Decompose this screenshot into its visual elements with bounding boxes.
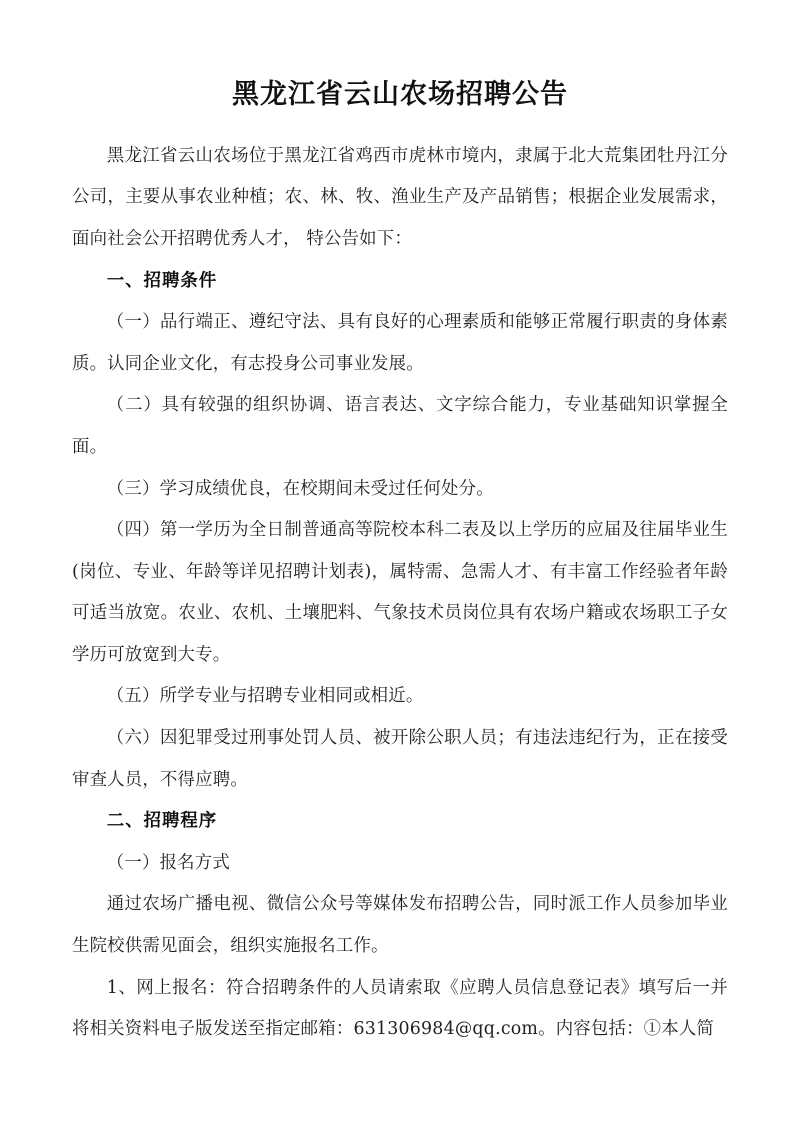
procedure-body-1: 通过农场广播电视、微信公众号等媒体发布招聘公告，同时派工作人员参加毕业生院校供需见面会，组织实施报名工作。 — [72, 894, 728, 957]
intro-paragraph: 黑龙江省云山农场位于黑龙江省鸡西市虎林市境内，隶属于北大荒集团牡丹江分公司，主要从事农业种植；农、林、牧、渔业生产及产品销售；根据企业发展需求，面向社会公开招聘优秀人才， 特公告如下： — [72, 145, 728, 249]
condition-item-3: （三）学习成绩优良，在校期间未受过任何处分。 — [106, 478, 494, 499]
condition-item-1: （一）品行端正、遵纪守法、具有良好的心理素质和能够正常履行职责的身体素质。认同企业文化，有志投身公司事业发展。 — [72, 312, 728, 374]
condition-item-2: （二）具有较强的组织协调、语言表达、文字综合能力，专业基础知识掌握全面。 — [72, 395, 728, 457]
condition-item-6: （六）因犯罪受过刑事处罚人员、被开除公职人员；有违法违纪行为，正在接受审查人员，不得应聘。 — [72, 728, 728, 790]
procedure-item-1: （一）报名方式 — [106, 852, 230, 873]
page-title: 黑龙江省云山农场招聘公告 — [232, 79, 568, 110]
document-body — [60, 136, 740, 1051]
online-registration-paragraph: 1、网上报名：符合招聘条件的人员请索取《应聘人员信息登记表》填写后一并将相关资料电子版发送至指定邮箱：631306984@qq.com。内容包括：①本人简 — [72, 977, 728, 1040]
condition-item-5: （五）所学专业与招聘专业相同或相近。 — [106, 686, 424, 707]
section-heading-2: 二、招聘程序 — [106, 811, 218, 832]
condition-item-4: （四）第一学历为全日制普通高等院校本科二表及以上学历的应届及往届毕业生(岗位、专业、年龄等详见招聘计划表)，属特需、急需人才、有丰富工作经验者年龄可适当放宽。农业、农机、土壤肥料、气象技术员岗位具有农场户籍或农场职工子女学历可放宽到大专。 — [72, 520, 728, 665]
section-heading-1: 一、招聘条件 — [106, 270, 218, 291]
